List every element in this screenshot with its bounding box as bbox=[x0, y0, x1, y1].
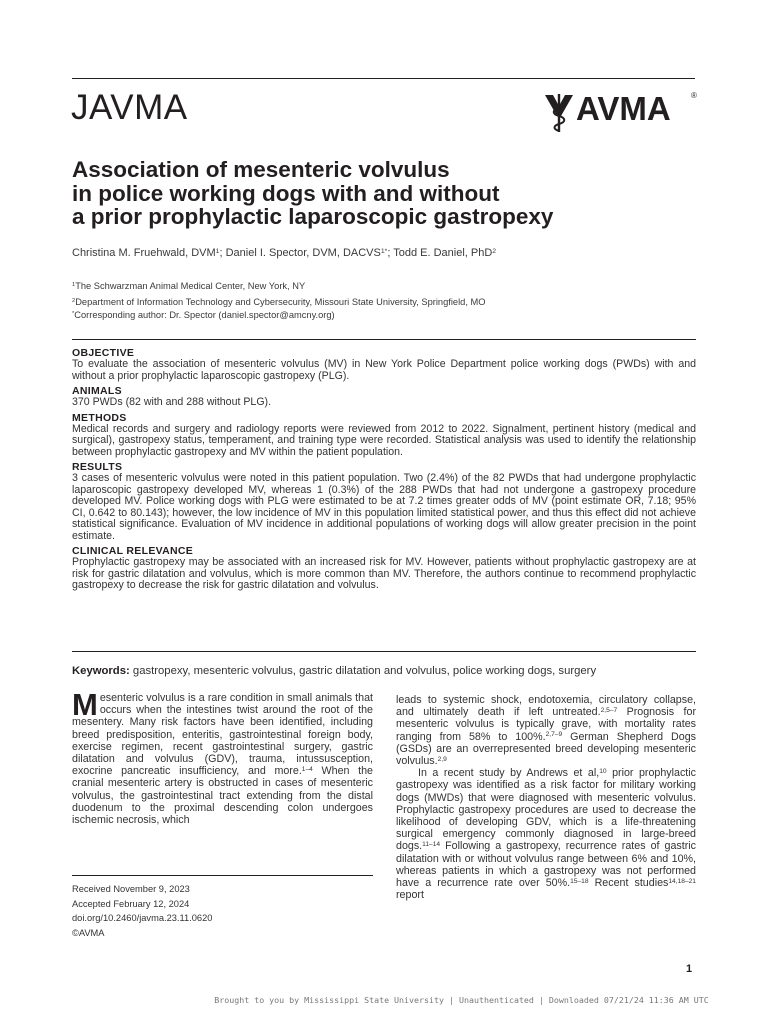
title-line: in police working dogs with and without bbox=[72, 180, 500, 206]
header-rule bbox=[72, 78, 695, 79]
affiliation: $^2$Department of Information Technology and Cybersecurity, Missouri State University, Springfield, MO bbox=[72, 297, 486, 307]
article-history bbox=[72, 882, 373, 940]
citation-reference[interactable]: 10 bbox=[599, 767, 607, 775]
doi-link[interactable]: doi.org/10.2460/javma.23.11.0620 bbox=[72, 913, 213, 923]
abstract-heading-clinical-relevance: CLINICAL RELEVANCE bbox=[72, 545, 194, 557]
registered-mark: ® bbox=[691, 91, 697, 100]
abstract-heading-methods: METHODS bbox=[72, 411, 127, 424]
caduceus-icon bbox=[543, 92, 575, 134]
affiliation: $^1$The Schwarzman Animal Medical Center, New York, NY bbox=[72, 281, 306, 291]
author-affiliation-mark: 1* bbox=[380, 247, 388, 255]
abstract-heading-objective: OBJECTIVE bbox=[72, 347, 135, 359]
body-paragraph bbox=[72, 687, 374, 827]
title-line: a prior prophylactic laparoscopic gastropexy bbox=[72, 204, 554, 229]
journal-name: JAVMA bbox=[71, 88, 188, 127]
keywords bbox=[72, 664, 752, 678]
author-name: Daniel I. Spector, DVM, DACVS bbox=[225, 247, 381, 259]
citation-reference[interactable]: 14,18–21 bbox=[668, 877, 696, 885]
author-separator: ; bbox=[387, 247, 394, 259]
body-text: report bbox=[396, 889, 424, 902]
abstract-text-clinical-relevance: Prophylactic gastropexy may be associated with an increased risk for MV. However, patients without prophylactic gastropexy are at risk for gastric dilatation and volvulus, which is more common than MV. Therefore, the authors continue to recommend prophylactic gastropexy to decrease the risk for gastric dilatation and volvulus. bbox=[72, 556, 696, 591]
corresponding-author: *Corresponding author: Dr. Spector (daniel.spector@amcny.org) bbox=[72, 310, 335, 320]
body-text: German Shepherd Dogs (GSDs) are an overrepresented breed developing mesenteric volvulus. bbox=[396, 730, 696, 768]
author-separator: ; bbox=[219, 247, 226, 259]
author-affiliation-mark: 2 bbox=[492, 247, 497, 255]
keywords-label: Keywords: bbox=[72, 665, 130, 677]
body-paragraph bbox=[396, 767, 696, 901]
body-text: Following a gastropexy, recurrence rates of gastric dilatation with or without volvulus range between 6% and 10%, whereas patients in which a gastropexy was not performed have a recurrence rate over 50%. bbox=[396, 840, 696, 890]
abstract-text-objective: To evaluate the association of mesenteric volvulus (MV) in New York Police Department police working dogs (PWDs) with and without a prior prophylactic laparoscopic gastropexy (PLG). bbox=[72, 358, 696, 382]
citation-reference[interactable]: 11–14 bbox=[422, 841, 441, 849]
body-text: leads to systemic shock, endotoxemia, circulatory collapse, and ultimately death if left untreated. bbox=[396, 694, 696, 719]
abstract-heading-results: RESULTS bbox=[72, 461, 123, 473]
author-list bbox=[72, 245, 712, 261]
page-number: 1 bbox=[686, 963, 693, 975]
body-text: In a recent study by Andrews et al, bbox=[418, 767, 600, 780]
citation-reference[interactable]: 2,9 bbox=[437, 755, 447, 763]
abstract-text-results: 3 cases of mesenteric volvulus were noted in this patient population. Two (2.4%) of the 82 PWDs that had undergone prophylactic laparoscopic gastropexy developed MV, whereas 1 (0.3%) of the 288 PWDs that had not undergone a gastropexy procedure developed MV. Police working dogs with PLG were estimated to be at 7.2 times greater odds of MV (point estimate OR, 7.18; 95% CI, 0.642 to 80.143); however, the low incidence of MV in this population limited statistical power, and thus this effect did not achieve statistical significance. Evaluation of MV incidence in additional populations of working dogs will allow greater precision in the point estimate. bbox=[72, 472, 696, 542]
article-title bbox=[72, 158, 692, 229]
author-affiliation-mark: 1 bbox=[215, 247, 220, 255]
drop-cap: M bbox=[72, 687, 98, 722]
author-name: Todd E. Daniel, PhD bbox=[393, 247, 493, 259]
avma-logo-text: AVMA bbox=[576, 90, 671, 127]
author-name: Christina M. Fruehwald, DVM bbox=[72, 247, 216, 259]
body-text: When the cranial mesenteric artery is obstructed in cases of mesenteric volvulus, the gastrointestinal tract extending from the distal duodenum to the proximal descending colon undergoes ischemic necrosis, which bbox=[72, 765, 374, 827]
abstract bbox=[72, 339, 696, 592]
download-footer: Brought to you by Mississippi State University | Unauthenticated | Downloaded 07/21/24 11:36 AM UTC bbox=[214, 995, 709, 1005]
abstract-heading-animals: ANIMALS bbox=[72, 385, 122, 397]
body-text: prior prophylactic gastropexy was identified as a risk factor for military working dogs (MWDs) that were diagnosed with mesenteric volvulus. Prophylactic gastropexy procedures are used to decrease the likelihood of developing GDV, which is a life-threatening surgical emergency commonly diagnosed in large-breed dogs. bbox=[396, 767, 696, 853]
avma-logo bbox=[543, 92, 698, 134]
body-column-right bbox=[396, 694, 696, 901]
received-date: Received November 9, 2023 bbox=[72, 884, 190, 894]
body-text: Recent studies bbox=[588, 877, 669, 890]
body-text: Prognosis for mesenteric volvulus is typically grave, with mortality rates ranging from 58% to 100%. bbox=[396, 706, 696, 743]
body-paragraph bbox=[396, 694, 696, 767]
citation-reference[interactable]: 15–18 bbox=[570, 877, 589, 885]
accepted-date: Accepted February 12, 2024 bbox=[72, 898, 190, 909]
citation-reference[interactable]: 2,5–7 bbox=[600, 706, 618, 714]
abstract-text-animals: 370 PWDs (82 with and 288 without PLG). bbox=[72, 396, 272, 408]
body-column-left bbox=[72, 687, 374, 827]
received-rule bbox=[72, 875, 373, 876]
affiliations bbox=[72, 278, 712, 310]
title-line: Association of mesenteric volvulus bbox=[72, 157, 450, 182]
abstract-rule bbox=[72, 651, 696, 652]
copyright: ©AVMA bbox=[72, 927, 105, 938]
keywords-list: gastropexy, mesenteric volvulus, gastric dilatation and volvulus, police working dogs, surgery bbox=[132, 665, 597, 677]
citation-reference[interactable]: 1–4 bbox=[301, 765, 313, 773]
citation-reference[interactable]: 2,7–9 bbox=[545, 731, 563, 739]
body-text: esenteric volvulus is a rare condition in small animals that occurs when the intestines twist around the root of the mesentery. Many risk factors have been identified, including breed predisposition, enteritis, gastrointestinal foreign body, exercise regimen, recent gastrointestinal surgery, gastric dilatation and volvulus (GDV), trauma, intussusception, exocrine pancreatic insufficiency, and more. bbox=[72, 692, 373, 778]
abstract-text-methods: Medical records and surgery and radiology reports were reviewed from 2012 to 2022. Signalment, pertinent history (medical and surgical), gastropexy status, temperament, and training type were recorded. Statistical analysis was used to identify the relationship between prophylactic gastropexy and MV within the patient population. bbox=[72, 422, 696, 458]
